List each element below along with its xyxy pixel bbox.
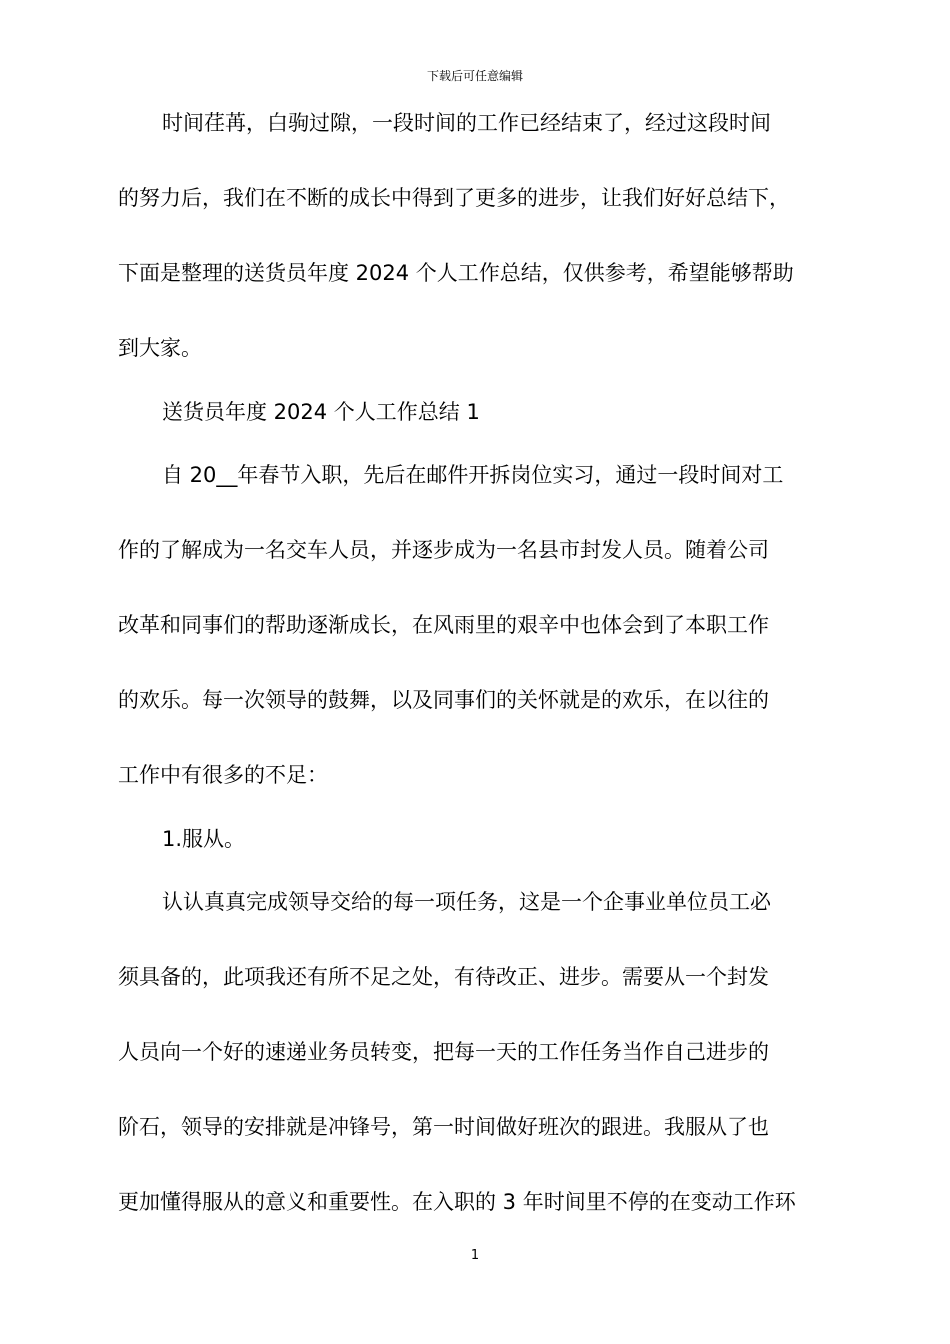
paragraph-line: 认认真真完成领导交给的每一项任务，这是一个企事业单位员工必 (162, 890, 771, 914)
paragraph-line: 到大家。 (118, 336, 202, 360)
page-header: 下载后可任意编辑 (426, 69, 523, 83)
paragraph-line: 自 20__年春节入职，先后在邮件开拆岗位实习，通过一段时间对工 (162, 463, 784, 487)
list-item-heading: 1.服从。 (162, 827, 246, 851)
paragraph-line: 工作中有很多的不足： (118, 763, 328, 787)
paragraph-line: 的欢乐。每一次领导的鼓舞，以及同事们的关怀就是的欢乐，在以往的 (118, 688, 769, 712)
page-number: 1 (470, 1248, 480, 1263)
paragraph-line: 阶石，领导的安排就是冲锋号，第一时间做好班次的跟进。我服从了也 (118, 1115, 769, 1139)
paragraph-line: 时间荏苒，白驹过隙，一段时间的工作已经结束了，经过这段时间 (162, 111, 771, 135)
paragraph-line: 的努力后，我们在不断的成长中得到了更多的进步，让我们好好总结下， (118, 186, 790, 210)
paragraph-line: 改革和同事们的帮助逐渐成长，在风雨里的艰辛中也体会到了本职工作 (118, 613, 769, 637)
section-heading: 送货员年度 2024 个人工作总结 1 (162, 400, 480, 424)
paragraph-line: 更加懂得服从的意义和重要性。在入职的 3 年时间里不停的在变动工作环 (118, 1190, 796, 1214)
paragraph-line: 下面是整理的送货员年度 2024 个人工作总结，仅供参考，希望能够帮助 (118, 261, 794, 285)
paragraph-line: 须具备的，此项我还有所不足之处，有待改正、进步。需要从一个封发 (118, 965, 769, 989)
paragraph-line: 人员向一个好的速递业务员转变，把每一天的工作任务当作自己进步的 (118, 1040, 769, 1064)
paragraph-line: 作的了解成为一名交车人员，并逐步成为一名县市封发人员。随着公司 (118, 538, 769, 562)
